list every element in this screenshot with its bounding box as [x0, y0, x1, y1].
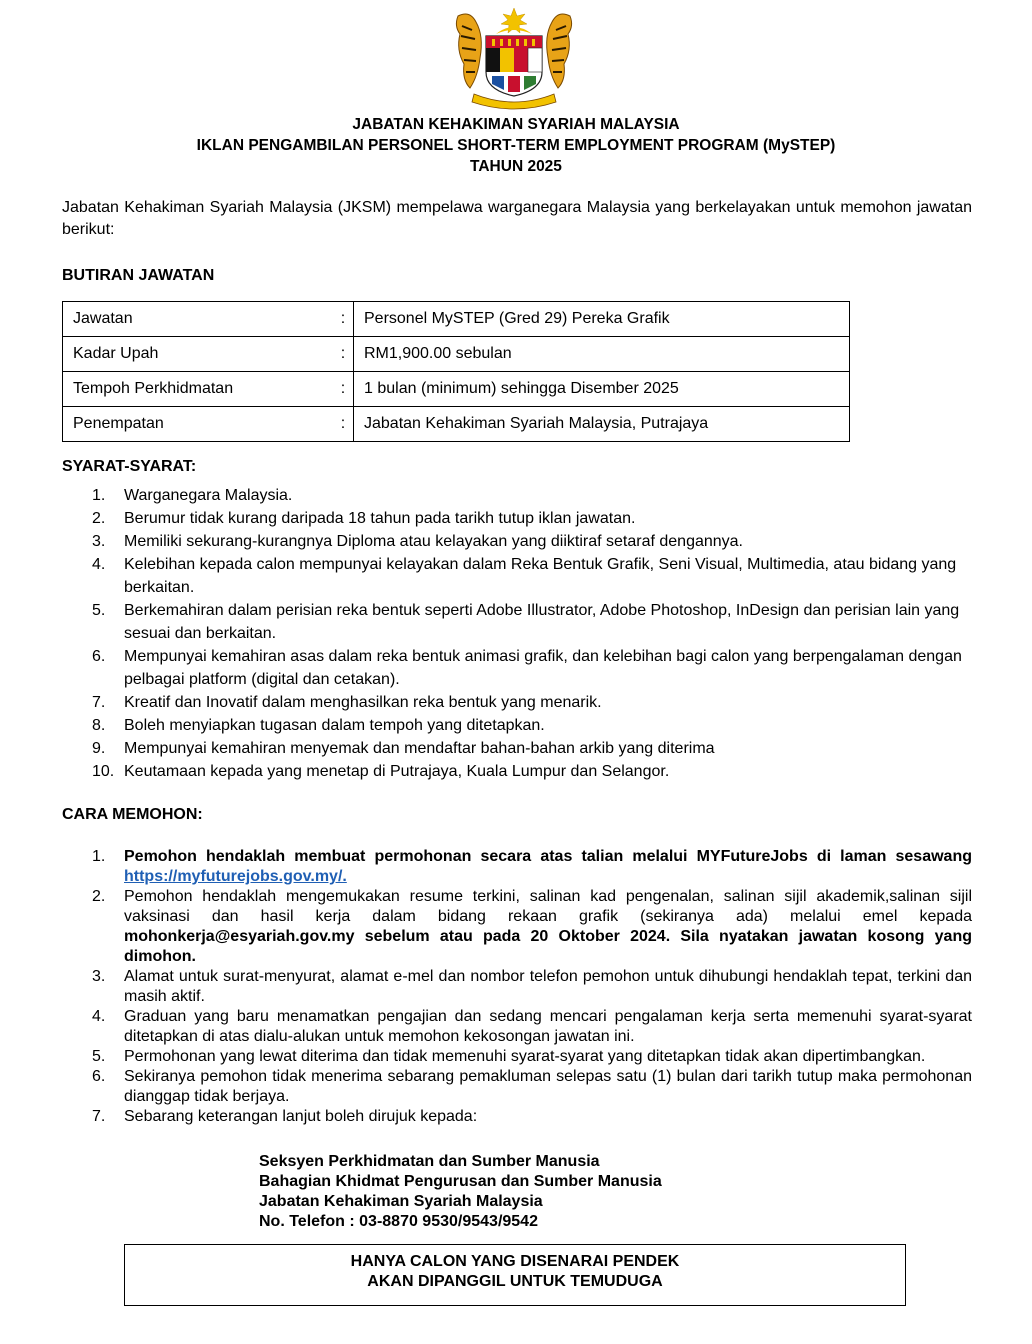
- details-table: [62, 301, 850, 442]
- item-text: Sekiranya pemohon tidak menerima sebarang pemakluman selepas satu (1) bulan dari tarikh tutup maka permohonan dianggap tidak berjaya.: [124, 1068, 972, 1105]
- table-row: [63, 372, 850, 407]
- item-text: Alamat untuk surat-menyurat, alamat e-mel dan nombor telefon pemohon untuk dihubungi hendaklah tepat, terkini dan masih aktif.: [124, 968, 972, 1005]
- item-number: 10.: [92, 763, 115, 780]
- row-label: Jawatan: [63, 302, 334, 337]
- list-item: [62, 507, 972, 530]
- section-title-syarat: SYARAT-SYARAT:: [62, 458, 197, 475]
- contact-section: Seksyen Perkhidmatan dan Sumber Manusia: [259, 1153, 600, 1170]
- email-deadline-text: mohonkerja@esyariah.gov.my sebelum atau pada 20 Oktober 2024. Sila nyatakan jawatan kosong yang dimohon.: [124, 928, 972, 965]
- item-number: 8.: [92, 717, 106, 734]
- heading-department: JABATAN KEHAKIMAN SYARIAH MALAYSIA: [352, 116, 680, 133]
- item-number: 2.: [92, 510, 106, 527]
- row-separator: :: [333, 407, 354, 442]
- table-row: [63, 302, 850, 337]
- contact-division: Bahagian Khidmat Pengurusan dan Sumber Manusia: [259, 1173, 662, 1190]
- row-value: 1 bulan (minimum) sehingga Disember 2025: [354, 372, 850, 407]
- list-item: [62, 530, 972, 553]
- list-item: [62, 714, 972, 737]
- row-value: RM1,900.00 sebulan: [354, 337, 850, 372]
- application-steps-list: [62, 847, 972, 1127]
- item-number: 2.: [92, 888, 106, 905]
- item-number: 3.: [92, 533, 106, 550]
- list-item: [62, 887, 972, 967]
- item-number: 7.: [92, 1108, 106, 1125]
- item-number: 5.: [92, 602, 106, 619]
- item-text: Mempunyai kemahiran asas dalam reka bentuk animasi grafik, dan kelebihan bagi calon yang berpengalaman dengan pelbagai platform (digital dan cetakan).: [124, 648, 962, 688]
- item-text: Pemohon hendaklah mengemukakan resume terkini, salinan kad pengenalan, salinan sijil akademik,salinan sijil vaksinasi dan hasil kerja dalam bidang rekaan grafik (sekiranya ada) melalui emel kepada: [124, 888, 972, 925]
- item-number: 3.: [92, 968, 106, 985]
- shortlist-notice-box: [124, 1244, 906, 1306]
- row-label: Tempoh Perkhidmatan: [63, 372, 334, 407]
- section-title-cara: CARA MEMOHON:: [62, 806, 203, 823]
- item-text: Pemohon hendaklah membuat permohonan secara atas talian melalui MYFutureJobs di laman sesawang: [124, 848, 972, 865]
- intro-paragraph: Jabatan Kehakiman Syariah Malaysia (JKSM) mempelawa warganegara Malaysia yang berkelayakan untuk memohon jawatan berikut:: [62, 199, 972, 238]
- table-row: [63, 407, 850, 442]
- row-separator: :: [333, 337, 354, 372]
- list-item: [62, 737, 972, 760]
- item-text: Kreatif dan Inovatif dalam menghasilkan reka bentuk yang menarik.: [124, 694, 602, 711]
- item-text: Mempunyai kemahiran menyemak dan mendaftar bahan-bahan arkib yang diterima: [124, 740, 715, 757]
- malaysia-coat-of-arms-icon: [444, 6, 584, 110]
- section-title-butiran: BUTIRAN JAWATAN: [62, 267, 215, 284]
- notice-line-1: HANYA CALON YANG DISENARAI PENDEK: [350, 1253, 680, 1270]
- row-separator: :: [333, 302, 354, 337]
- row-value: Jabatan Kehakiman Syariah Malaysia, Putrajaya: [354, 407, 850, 442]
- list-item: [62, 967, 972, 1007]
- item-number: 9.: [92, 740, 106, 757]
- item-text: Boleh menyiapkan tugasan dalam tempoh yang ditetapkan.: [124, 717, 545, 734]
- item-number: 4.: [92, 556, 106, 573]
- item-number: 1.: [92, 487, 106, 504]
- item-number: 4.: [92, 1008, 106, 1025]
- contact-block: [259, 1152, 662, 1232]
- list-item: [62, 599, 972, 645]
- list-item: [62, 847, 972, 887]
- item-text: Keutamaan kepada yang menetap di Putrajaya, Kuala Lumpur dan Selangor.: [124, 763, 670, 780]
- row-separator: :: [333, 372, 354, 407]
- table-row: [63, 337, 850, 372]
- item-number: 6.: [92, 648, 106, 665]
- item-number: 7.: [92, 694, 106, 711]
- item-number: 6.: [92, 1068, 106, 1085]
- item-text: Graduan yang baru menamatkan pengajian dan sedang mencari pengalaman kerja serta memenuhi syarat-syarat ditetapkan di atas dialu-alukan untuk memohon kekosongan jawatan ini.: [124, 1008, 972, 1045]
- contact-phone: No. Telefon : 03-8870 9530/9543/9542: [259, 1213, 538, 1230]
- list-item: [62, 1107, 972, 1127]
- item-text: Permohonan yang lewat diterima dan tidak memenuhi syarat-syarat yang ditetapkan tidak akan dipertimbangkan.: [124, 1048, 926, 1065]
- item-text: Kelebihan kepada calon mempunyai kelayakan dalam Reka Bentuk Grafik, Seni Visual, Multimedia, atau bidang yang berkaitan.: [124, 556, 957, 596]
- item-number: 1.: [92, 848, 106, 865]
- row-label: Penempatan: [63, 407, 334, 442]
- list-item: [62, 1007, 972, 1047]
- document-heading: [0, 114, 1032, 177]
- item-text: Warganegara Malaysia.: [124, 487, 293, 504]
- item-number: 5.: [92, 1048, 106, 1065]
- heading-title: IKLAN PENGAMBILAN PERSONEL SHORT-TERM EMPLOYMENT PROGRAM (MySTEP): [196, 137, 836, 154]
- list-item: [62, 760, 972, 783]
- list-item: [62, 691, 972, 714]
- list-item: [62, 645, 972, 691]
- requirements-list: [62, 484, 972, 783]
- item-text: Berumur tidak kurang daripada 18 tahun pada tarikh tutup iklan jawatan.: [124, 510, 636, 527]
- contact-department: Jabatan Kehakiman Syariah Malaysia: [259, 1193, 543, 1210]
- notice-line-2: AKAN DIPANGGIL UNTUK TEMUDUGA: [367, 1273, 663, 1290]
- item-text: Berkemahiran dalam perisian reka bentuk seperti Adobe Illustrator, Adobe Photoshop, InDesign dan perisian lain yang sesuai dan berkaitan.: [124, 602, 960, 642]
- list-item: [62, 484, 972, 507]
- list-item: [62, 1067, 972, 1107]
- list-item: [62, 1047, 972, 1067]
- item-text: Memiliki sekurang-kurangnya Diploma atau kelayakan yang diiktiraf setaraf dengannya.: [124, 533, 743, 550]
- list-item: [62, 553, 972, 599]
- item-text: Sebarang keterangan lanjut boleh dirujuk kepada:: [124, 1108, 478, 1125]
- myfuturejobs-link[interactable]: https://myfuturejobs.gov.my/.: [124, 868, 347, 885]
- heading-year: TAHUN 2025: [470, 158, 562, 175]
- row-label: Kadar Upah: [63, 337, 334, 372]
- row-value: Personel MySTEP (Gred 29) Pereka Grafik: [354, 302, 850, 337]
